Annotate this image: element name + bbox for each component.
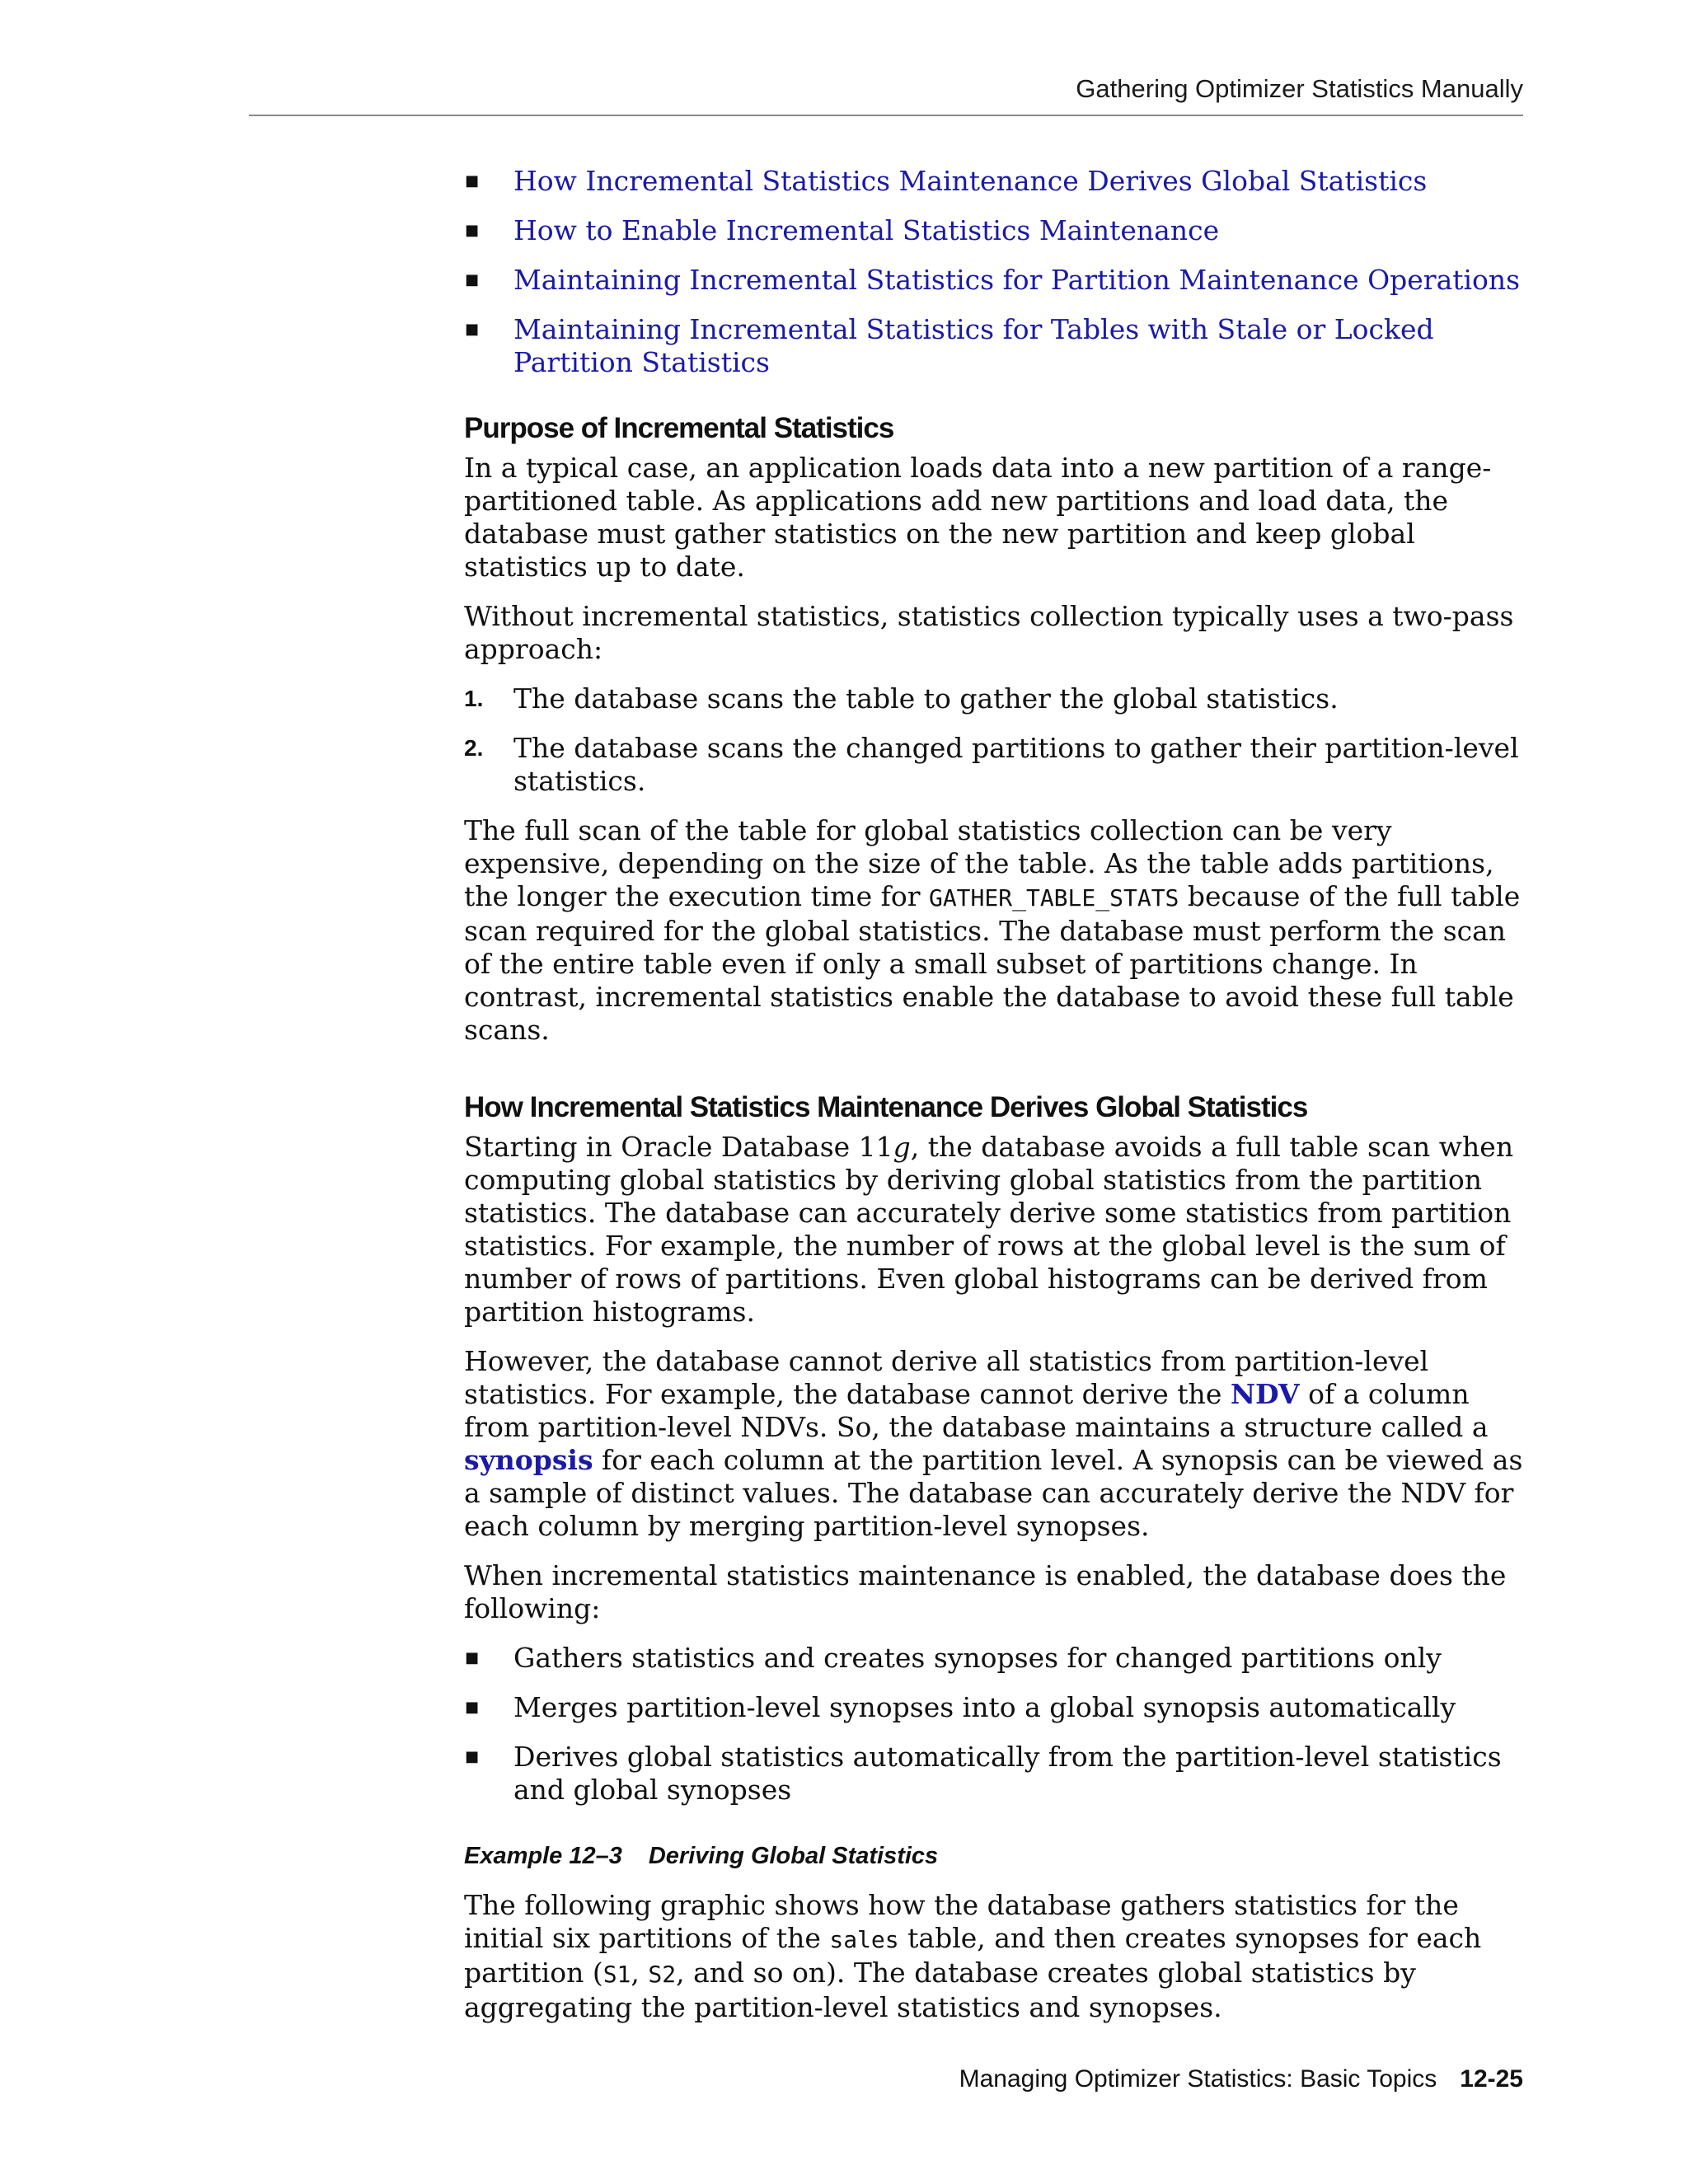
glossary-link-synopsis[interactable]: synopsis [464, 1444, 593, 1476]
link-derives-global-statistics[interactable]: How Incremental Statistics Maintenance Derives Global Statistics [513, 165, 1428, 197]
page-content [464, 165, 1527, 2041]
bullet-icon: ■ [465, 1649, 480, 1666]
text-run: because of the full table scan required for the global statistics. The database must perform the scan of the entire table even if only a small subset of partitions change. In contrast, incremental statistics enable the database to avoid these full table scans. [464, 880, 1521, 1046]
running-header-title: Gathering Optimizer Statistics Manually [1076, 74, 1523, 103]
paragraph: When incremental statistics maintenance is enabled, the database does the following: [464, 1559, 1507, 1624]
paragraph: In a typical case, an application loads data into a new partition of a range-partitioned table. As applications add new partitions and load data, the database must gather statistics on the new partition and keep global statistics up to date. [464, 452, 1492, 583]
section-heading-derives: How Incremental Statistics Maintenance Derives Global Statistics [464, 1091, 1308, 1123]
list-item [464, 1691, 1527, 1724]
step-text: The database scans the changed partitions to gather their partition-level statistics. [513, 732, 1519, 797]
link-list-item [464, 264, 1527, 297]
text-run: , and so on). The database creates global statistics by aggregating the partition-level statistics and synopses. [464, 1957, 1416, 2023]
page-number: 12-25 [1460, 2065, 1523, 2093]
bullet-icon: ■ [465, 1748, 480, 1765]
bullet-list [464, 1642, 1527, 1807]
text-run-italic: g [893, 1131, 911, 1163]
paragraph: Without incremental statistics, statistics collection typically uses a two-pass approach: [464, 600, 1514, 665]
text-run: table, and then creates synopses for each partition ( [464, 1922, 1482, 1989]
bullet-icon: ■ [465, 222, 480, 239]
step-item [464, 682, 1527, 715]
bullet-icon: ■ [465, 321, 480, 338]
link-list [464, 165, 1527, 379]
step-item [464, 732, 1527, 798]
bullet-icon: ■ [465, 1699, 480, 1716]
text-run: However, the database cannot derive all statistics from partition-level statistics. For example, the database cannot derive the [464, 1345, 1429, 1410]
header-rule [249, 115, 1523, 116]
section-heading-purpose: Purpose of Incremental Statistics [464, 412, 894, 444]
link-list-item [464, 313, 1527, 379]
code-sales: sales [829, 1926, 899, 1953]
example-title: Deriving Global Statistics [648, 1843, 939, 1869]
code-gather-table-stats: GATHER_TABLE_STATS [928, 884, 1179, 912]
text-run: The following graphic shows how the database gathers statistics for the initial six partitions of the [464, 1889, 1459, 1954]
paragraph [464, 1889, 1527, 2024]
step-number: 1. [464, 686, 484, 711]
example-caption [464, 1840, 1527, 1872]
text-run: The full scan of the table for global statistics collection can be very expensive, depending on the size of the table. As the table adds partitions, the longer the execution time for [464, 814, 1494, 912]
footer-book-title: Managing Optimizer Statistics: Basic Topics [959, 2065, 1437, 2093]
link-stale-locked-partition-statistics[interactable]: Maintaining Incremental Statistics for Tables with Stale or Locked Partition Statistics [513, 313, 1434, 378]
paragraph [464, 1131, 1527, 1329]
example-label: Example 12–3 [464, 1843, 622, 1869]
text-run: , [631, 1957, 649, 1989]
code-s1: S1 [603, 1961, 631, 1988]
bullet-icon: ■ [465, 271, 480, 288]
list-item-text: Merges partition-level synopses into a global synopsis automatically [513, 1691, 1456, 1723]
text-run: Starting in Oracle Database 11 [464, 1131, 893, 1163]
page-footer [959, 2065, 1523, 2093]
bullet-icon: ■ [465, 172, 480, 190]
text-run: for each column at the partition level. A synopsis can be viewed as a sample of distinct values. The database can accurately derive the NDV for each column by merging partition-level synopses. [464, 1444, 1523, 1542]
paragraph [464, 1345, 1527, 1543]
list-item-text: Derives global statistics automatically from the partition-level statistics and global synopses [513, 1741, 1502, 1806]
paragraph [464, 814, 1527, 1047]
glossary-link-ndv[interactable]: NDV [1230, 1378, 1300, 1410]
list-item [464, 1642, 1527, 1675]
link-enable-incremental-statistics[interactable]: How to Enable Incremental Statistics Maintenance [513, 214, 1220, 246]
code-s2: S2 [648, 1961, 677, 1988]
step-list [464, 682, 1527, 798]
text-run: , the database avoids a full table scan when computing global statistics by deriving global statistics from the partition statistics. The database can accurately derive some statistics from partition statistics. For example, the number of rows at the global level is the sum of number of rows of partitions. Even global histograms can be derived from partition histograms. [464, 1131, 1514, 1328]
text-run: of a column from partition-level NDVs. So, the database maintains a structure called a [464, 1378, 1489, 1443]
list-item-text: Gathers statistics and creates synopses for changed partitions only [513, 1642, 1442, 1674]
link-list-item [464, 214, 1527, 247]
step-number: 2. [464, 735, 484, 761]
link-partition-maintenance-operations[interactable]: Maintaining Incremental Statistics for Partition Maintenance Operations [513, 264, 1521, 296]
step-text: The database scans the table to gather the global statistics. [513, 682, 1339, 715]
link-list-item [464, 165, 1527, 198]
list-item [464, 1741, 1527, 1807]
